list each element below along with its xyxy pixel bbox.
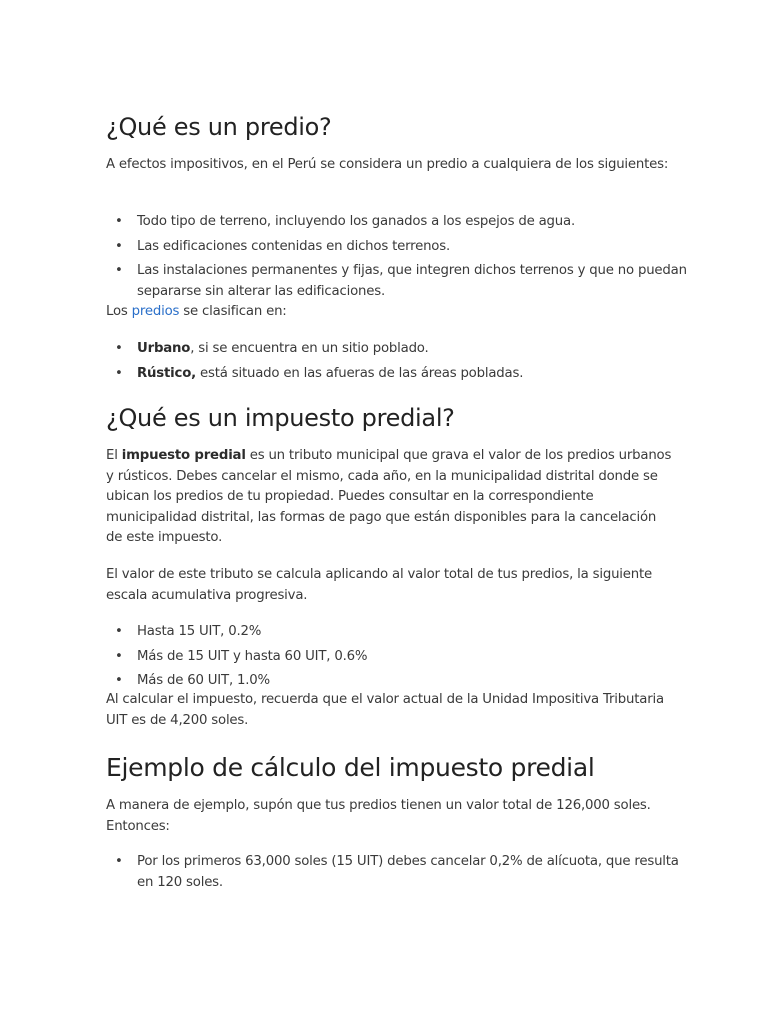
def-post: es un tributo municipal que grava el valor de los predios urbanos y rústicos. Debes cancelar el mismo, cada año, en la municipalidad distrital donde se ubican los predios de tu propiedad. Puedes consultar en la correspondiente municipalidad distrital, las formas de pago que están disponibles para la cancelación de este impuesto. (106, 448, 672, 545)
ejemplo-intro: A manera de ejemplo, supón que tus predios tienen un valor total de 126,000 soles. Entonces: (106, 798, 651, 834)
list-item: • Más de 60 UIT, 1.0% (137, 671, 697, 692)
scale-list (106, 622, 697, 696)
list-item: • Las instalaciones permanentes y fijas, que integren dichos terrenos y que no puedan separarse sin alterar las edificaciones. (137, 261, 697, 302)
list-item (137, 364, 697, 385)
type-term: Rústico, (137, 365, 197, 381)
predio-list (106, 212, 697, 306)
type-desc: está situado en las afueras de las áreas pobladas. (196, 365, 524, 381)
impuesto-scale-intro: El valor de este tributo se calcula aplicando al valor total de tus predios, la siguiente escala acumulativa progresiva. (106, 567, 653, 603)
list-item: • Más de 15 UIT y hasta 60 UIT, 0.6% (137, 647, 697, 668)
list-item (137, 339, 697, 360)
section-heading-predio: ¿Qué es un predio? (106, 113, 332, 141)
list-item: • Hasta 15 UIT, 0.2% (137, 622, 697, 643)
ejemplo-list (106, 852, 697, 897)
list-item: • Todo tipo de terreno, incluyendo los ganados a los espejos de agua. (137, 212, 697, 233)
type-desc: , si se encuentra en un sitio poblado. (190, 341, 429, 356)
list-item: • Las edificaciones contenidas en dichos terrenos. (137, 237, 697, 258)
impuesto-definition (106, 446, 676, 549)
predio-types-list (106, 339, 697, 388)
section-heading-ejemplo: Ejemplo de cálculo del impuesto predial (106, 753, 595, 782)
section-heading-impuesto: ¿Qué es un impuesto predial? (106, 404, 455, 432)
uit-note: Al calcular el impuesto, recuerda que el valor actual de la Unidad Impositiva Tributaria UIT es de 4,200 soles. (106, 692, 664, 728)
def-bold: impuesto predial (121, 448, 246, 463)
predios-link[interactable]: predios (131, 304, 180, 319)
list-item: • Por los primeros 63,000 soles (15 UIT) debes cancelar 0,2% de alícuota, que resulta en 120 soles. (137, 852, 697, 893)
type-term: Urbano (137, 341, 191, 356)
def-pre: El (106, 448, 122, 463)
classify-pre: Los (106, 304, 132, 319)
classify-post: se clasifican en: (179, 304, 287, 319)
predio-intro: A efectos impositivos, en el Perú se considera un predio a cualquiera de los siguientes: (106, 157, 669, 172)
predio-classify (106, 302, 676, 323)
